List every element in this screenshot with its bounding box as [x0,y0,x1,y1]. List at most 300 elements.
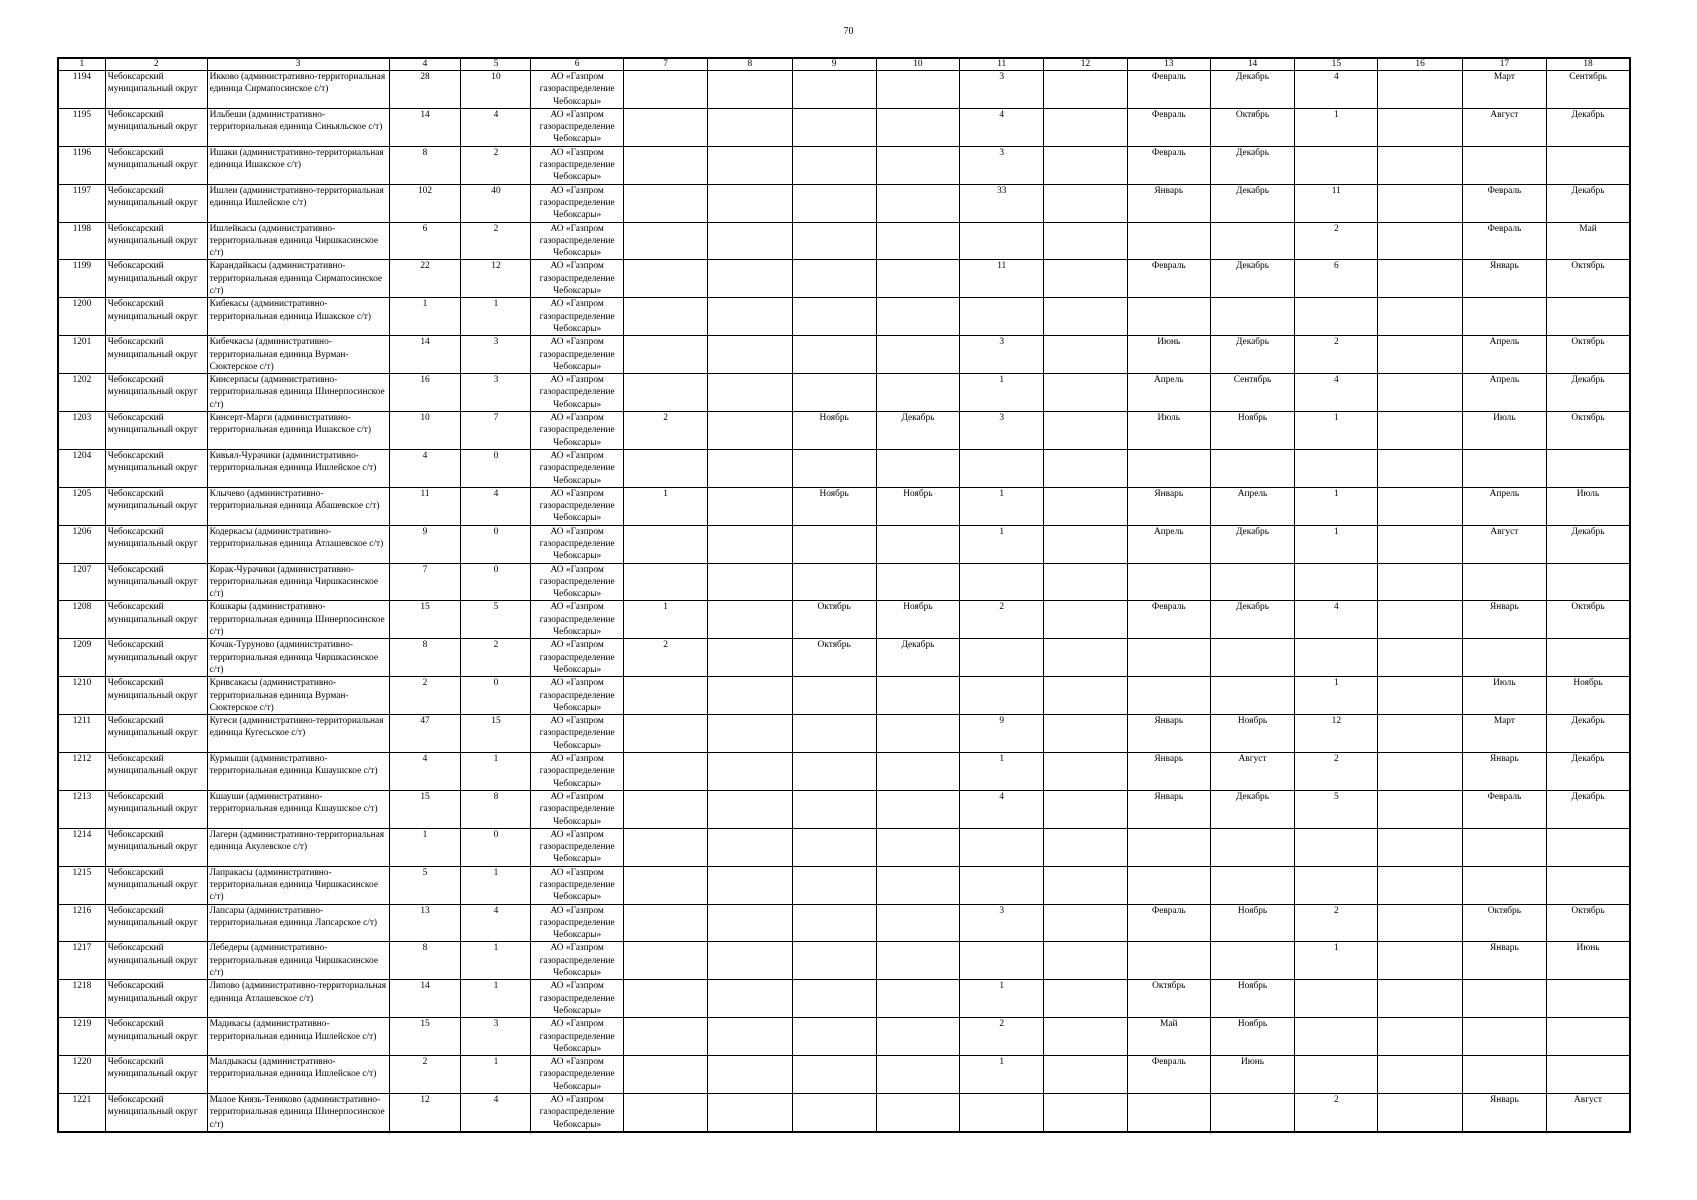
cell-col-14: Декабрь [1210,601,1294,639]
cell-col-18: Декабрь [1547,715,1630,753]
cell-count-col-4: 1 [389,298,461,336]
cell-col-9 [792,677,876,715]
cell-col-7 [623,1018,707,1056]
cell-count-col-4: 10 [389,412,461,450]
cell-municipality: Чебоксарский муниципальный округ [105,525,207,563]
cell-col-17: Март [1462,715,1546,753]
cell-col-9: Ноябрь [792,412,876,450]
cell-col-13 [1127,298,1210,336]
cell-col-17: Январь [1462,601,1546,639]
column-header-4: 4 [389,58,461,71]
cell-col-16 [1378,1056,1462,1094]
cell-col-9 [792,790,876,828]
cell-count-col-5: 2 [461,639,531,677]
cell-col-17 [1462,146,1546,184]
cell-col-15: 4 [1295,601,1378,639]
cell-col-11: 9 [960,715,1044,753]
cell-col-8 [708,146,792,184]
cell-count-col-4: 16 [389,374,461,412]
cell-col-15: 1 [1295,108,1378,146]
cell-col-18: Июль [1547,487,1630,525]
cell-count-col-4: 4 [389,753,461,791]
cell-col-12 [1044,904,1127,942]
cell-municipality: Чебоксарский муниципальный округ [105,601,207,639]
cell-col-18: Октябрь [1547,260,1630,298]
cell-count-col-4: 5 [389,866,461,904]
cell-row-number: 1200 [58,298,105,336]
cell-count-col-4: 15 [389,1018,461,1056]
cell-col-8 [708,980,792,1018]
cell-col-12 [1044,412,1127,450]
cell-col-7 [623,866,707,904]
table-row [58,374,1630,412]
cell-col-11: 1 [960,374,1044,412]
cell-col-18: Октябрь [1547,904,1630,942]
cell-col-12 [1044,487,1127,525]
cell-col-16 [1378,525,1462,563]
cell-col-14: Август [1210,753,1294,791]
cell-col-10: Ноябрь [876,487,959,525]
cell-count-col-5: 7 [461,412,531,450]
cell-organization: АО «Газпром газораспределение Чебоксары» [531,71,624,109]
cell-count-col-4: 47 [389,715,461,753]
column-header-9: 9 [792,58,876,71]
cell-col-7: 1 [623,487,707,525]
cell-settlement: Кшауши (административно-территориальная единица Кшаушское с/т) [207,790,389,828]
cell-settlement: Лапракасы (административно-территориальная единица Чиршкасинское с/т) [207,866,389,904]
cell-col-7 [623,374,707,412]
cell-col-9 [792,1094,876,1132]
cell-col-18: Декабрь [1547,184,1630,222]
cell-col-11 [960,1094,1044,1132]
table-row [58,412,1630,450]
cell-col-15: 2 [1295,1094,1378,1132]
cell-col-9 [792,828,876,866]
cell-col-11 [960,942,1044,980]
cell-count-col-5: 0 [461,525,531,563]
cell-col-8 [708,184,792,222]
cell-col-17 [1462,563,1546,601]
cell-col-14 [1210,563,1294,601]
cell-col-9: Октябрь [792,601,876,639]
cell-settlement: Кошкары (административно-территориальная единица Шинерпосинское с/т) [207,601,389,639]
cell-municipality: Чебоксарский муниципальный округ [105,108,207,146]
cell-col-8 [708,753,792,791]
cell-col-11: 1 [960,487,1044,525]
cell-col-14: Июнь [1210,1056,1294,1094]
cell-col-17 [1462,298,1546,336]
cell-col-10 [876,298,959,336]
cell-col-11: 4 [960,790,1044,828]
cell-col-11 [960,563,1044,601]
cell-col-9 [792,374,876,412]
cell-col-11 [960,639,1044,677]
cell-col-7 [623,298,707,336]
cell-municipality: Чебоксарский муниципальный округ [105,677,207,715]
cell-col-18: Декабрь [1547,525,1630,563]
cell-col-16 [1378,1018,1462,1056]
table-row [58,790,1630,828]
cell-col-8 [708,866,792,904]
cell-col-13: Февраль [1127,146,1210,184]
cell-col-16 [1378,942,1462,980]
cell-count-col-4: 15 [389,790,461,828]
cell-col-18: Октябрь [1547,601,1630,639]
cell-row-number: 1211 [58,715,105,753]
cell-count-col-5: 1 [461,1056,531,1094]
cell-col-11 [960,222,1044,260]
cell-count-col-5: 15 [461,715,531,753]
cell-col-8 [708,942,792,980]
cell-municipality: Чебоксарский муниципальный округ [105,1094,207,1132]
cell-col-16 [1378,146,1462,184]
cell-col-10 [876,71,959,109]
cell-col-9 [792,449,876,487]
cell-col-16 [1378,639,1462,677]
cell-col-11 [960,828,1044,866]
cell-settlement: Лапсары (административно-территориальная единица Лапсарское с/т) [207,904,389,942]
cell-row-number: 1206 [58,525,105,563]
cell-col-16 [1378,753,1462,791]
cell-col-13 [1127,866,1210,904]
cell-col-15 [1295,146,1378,184]
table-row [58,449,1630,487]
cell-row-number: 1221 [58,1094,105,1132]
cell-col-7: 2 [623,639,707,677]
cell-col-14: Октябрь [1210,108,1294,146]
cell-col-15: 4 [1295,71,1378,109]
cell-col-13 [1127,222,1210,260]
cell-organization: АО «Газпром газораспределение Чебоксары» [531,184,624,222]
cell-row-number: 1204 [58,449,105,487]
cell-col-9 [792,146,876,184]
cell-count-col-4: 9 [389,525,461,563]
cell-col-17: Июль [1462,412,1546,450]
cell-col-8 [708,601,792,639]
cell-col-8 [708,449,792,487]
cell-row-number: 1214 [58,828,105,866]
cell-row-number: 1218 [58,980,105,1018]
cell-row-number: 1195 [58,108,105,146]
cell-municipality: Чебоксарский муниципальный округ [105,374,207,412]
cell-col-13: Январь [1127,184,1210,222]
cell-col-10 [876,942,959,980]
cell-col-10 [876,525,959,563]
column-header-2: 2 [105,58,207,71]
cell-municipality: Чебоксарский муниципальный округ [105,753,207,791]
cell-count-col-4: 15 [389,601,461,639]
cell-col-18: Октябрь [1547,336,1630,374]
cell-count-col-4: 4 [389,449,461,487]
cell-organization: АО «Газпром газораспределение Чебоксары» [531,980,624,1018]
cell-col-9 [792,1056,876,1094]
cell-col-12 [1044,449,1127,487]
column-header-13: 13 [1127,58,1210,71]
table-row [58,1094,1630,1132]
cell-col-16 [1378,904,1462,942]
cell-row-number: 1197 [58,184,105,222]
cell-col-17: Август [1462,108,1546,146]
cell-col-10 [876,828,959,866]
cell-col-16 [1378,184,1462,222]
cell-col-18 [1547,449,1630,487]
column-header-17: 17 [1462,58,1546,71]
cell-row-number: 1213 [58,790,105,828]
cell-col-15 [1295,449,1378,487]
cell-organization: АО «Газпром газораспределение Чебоксары» [531,298,624,336]
cell-count-col-5: 3 [461,1018,531,1056]
cell-row-number: 1219 [58,1018,105,1056]
cell-col-14 [1210,449,1294,487]
cell-col-8 [708,487,792,525]
table-row [58,71,1630,109]
cell-organization: АО «Газпром газораспределение Чебоксары» [531,866,624,904]
cell-count-col-4: 11 [389,487,461,525]
cell-col-8 [708,298,792,336]
cell-settlement: Карандайкасы (административно-территориальная единица Сирмапосинское с/т) [207,260,389,298]
table-row [58,904,1630,942]
cell-col-17: Апрель [1462,336,1546,374]
cell-municipality: Чебоксарский муниципальный округ [105,71,207,109]
cell-organization: АО «Газпром газораспределение Чебоксары» [531,790,624,828]
cell-col-10 [876,374,959,412]
cell-row-number: 1208 [58,601,105,639]
cell-col-10 [876,904,959,942]
cell-organization: АО «Газпром газораспределение Чебоксары» [531,222,624,260]
cell-organization: АО «Газпром газораспределение Чебоксары» [531,1094,624,1132]
column-header-6: 6 [531,58,624,71]
cell-col-12 [1044,298,1127,336]
cell-col-13: Февраль [1127,260,1210,298]
cell-col-14 [1210,222,1294,260]
cell-col-9 [792,942,876,980]
cell-col-12 [1044,942,1127,980]
cell-col-10 [876,866,959,904]
cell-col-8 [708,1018,792,1056]
cell-row-number: 1212 [58,753,105,791]
cell-col-10: Ноябрь [876,601,959,639]
cell-count-col-4: 8 [389,942,461,980]
cell-col-11 [960,677,1044,715]
cell-col-9 [792,563,876,601]
cell-organization: АО «Газпром газораспределение Чебоксары» [531,942,624,980]
cell-col-9 [792,108,876,146]
cell-col-12 [1044,715,1127,753]
cell-col-9 [792,222,876,260]
table-row [58,866,1630,904]
cell-municipality: Чебоксарский муниципальный округ [105,942,207,980]
cell-municipality: Чебоксарский муниципальный округ [105,980,207,1018]
cell-col-18: Май [1547,222,1630,260]
cell-settlement: Кибекасы (административно-территориальная единица Ишакское с/т) [207,298,389,336]
cell-organization: АО «Газпром газораспределение Чебоксары» [531,108,624,146]
cell-col-7: 1 [623,601,707,639]
cell-count-col-5: 4 [461,1094,531,1132]
cell-col-12 [1044,336,1127,374]
page-number: 70 [843,26,854,37]
table-row [58,715,1630,753]
cell-col-8 [708,790,792,828]
cell-col-16 [1378,828,1462,866]
cell-col-17 [1462,1056,1546,1094]
cell-col-8 [708,904,792,942]
cell-col-8 [708,639,792,677]
cell-col-13: Апрель [1127,525,1210,563]
cell-count-col-5: 8 [461,790,531,828]
cell-organization: АО «Газпром газораспределение Чебоксары» [531,374,624,412]
cell-col-14: Ноябрь [1210,980,1294,1018]
cell-row-number: 1194 [58,71,105,109]
cell-col-10 [876,1018,959,1056]
cell-col-16 [1378,601,1462,639]
cell-col-10 [876,184,959,222]
cell-col-18: Сентябрь [1547,71,1630,109]
cell-count-col-4: 8 [389,146,461,184]
cell-col-14 [1210,677,1294,715]
cell-organization: АО «Газпром газораспределение Чебоксары» [531,677,624,715]
cell-col-9 [792,1018,876,1056]
cell-organization: АО «Газпром газораспределение Чебоксары» [531,715,624,753]
cell-col-10: Декабрь [876,639,959,677]
column-header-5: 5 [461,58,531,71]
cell-col-14 [1210,866,1294,904]
cell-col-18: Декабрь [1547,790,1630,828]
cell-col-12 [1044,108,1127,146]
cell-col-10 [876,753,959,791]
cell-col-16 [1378,866,1462,904]
cell-row-number: 1210 [58,677,105,715]
cell-col-9 [792,753,876,791]
cell-col-8 [708,374,792,412]
cell-col-8 [708,677,792,715]
cell-col-17: Январь [1462,942,1546,980]
cell-col-13: Февраль [1127,108,1210,146]
cell-col-13: Февраль [1127,904,1210,942]
cell-municipality: Чебоксарский муниципальный округ [105,866,207,904]
cell-col-9 [792,71,876,109]
cell-count-col-5: 0 [461,563,531,601]
cell-col-8 [708,563,792,601]
cell-settlement: Ишлейкасы (административно-территориальная единица Чиршкасинское с/т) [207,222,389,260]
cell-organization: АО «Газпром газораспределение Чебоксары» [531,1018,624,1056]
cell-count-col-5: 3 [461,336,531,374]
cell-col-7 [623,980,707,1018]
cell-col-7 [623,828,707,866]
cell-col-9 [792,980,876,1018]
cell-col-11 [960,298,1044,336]
cell-col-18: Декабрь [1547,374,1630,412]
cell-col-11: 3 [960,71,1044,109]
cell-col-15 [1295,639,1378,677]
column-header-8: 8 [708,58,792,71]
cell-settlement: Кивьял-Чурачики (административно-территориальная единица Ишлейское с/т) [207,449,389,487]
cell-col-13 [1127,639,1210,677]
cell-col-11: 3 [960,146,1044,184]
cell-col-17: Февраль [1462,184,1546,222]
cell-col-16 [1378,563,1462,601]
cell-col-9: Октябрь [792,639,876,677]
cell-col-11: 3 [960,412,1044,450]
cell-col-13: Январь [1127,790,1210,828]
cell-col-12 [1044,828,1127,866]
cell-organization: АО «Газпром газораспределение Чебоксары» [531,639,624,677]
cell-col-11: 1 [960,525,1044,563]
cell-col-11: 2 [960,1018,1044,1056]
cell-count-col-4: 14 [389,336,461,374]
cell-municipality: Чебоксарский муниципальный округ [105,412,207,450]
cell-col-7 [623,71,707,109]
cell-municipality: Чебоксарский муниципальный округ [105,715,207,753]
cell-col-12 [1044,1094,1127,1132]
cell-col-13 [1127,828,1210,866]
cell-count-col-5: 4 [461,108,531,146]
cell-settlement: Ишлеи (административно-территориальная единица Ишлейское с/т) [207,184,389,222]
cell-col-17: Март [1462,71,1546,109]
cell-row-number: 1202 [58,374,105,412]
cell-col-16 [1378,374,1462,412]
cell-col-10 [876,1094,959,1132]
cell-row-number: 1209 [58,639,105,677]
cell-count-col-4: 102 [389,184,461,222]
cell-col-12 [1044,184,1127,222]
cell-col-9 [792,336,876,374]
cell-col-13: Февраль [1127,601,1210,639]
cell-municipality: Чебоксарский муниципальный округ [105,260,207,298]
cell-row-number: 1217 [58,942,105,980]
cell-count-col-4: 6 [389,222,461,260]
cell-col-14 [1210,828,1294,866]
table-row [58,1056,1630,1094]
cell-col-18 [1547,563,1630,601]
cell-municipality: Чебоксарский муниципальный округ [105,298,207,336]
cell-col-15: 4 [1295,374,1378,412]
table-row [58,146,1630,184]
table-row [58,1018,1630,1056]
cell-col-17 [1462,449,1546,487]
cell-settlement: Кугеси (административно-территориальная единица Кугесьское с/т) [207,715,389,753]
cell-col-10 [876,790,959,828]
cell-col-16 [1378,260,1462,298]
cell-settlement: Малдыкасы (административно-территориальная единица Ишлейское с/т) [207,1056,389,1094]
cell-col-8 [708,260,792,298]
cell-col-18 [1547,866,1630,904]
cell-municipality: Чебоксарский муниципальный округ [105,487,207,525]
cell-col-7 [623,336,707,374]
cell-col-16 [1378,222,1462,260]
cell-col-11: 3 [960,336,1044,374]
cell-count-col-5: 1 [461,753,531,791]
cell-count-col-5: 4 [461,904,531,942]
cell-col-7 [623,563,707,601]
cell-col-15 [1295,563,1378,601]
table-row [58,525,1630,563]
cell-municipality: Чебоксарский муниципальный округ [105,790,207,828]
table-row [58,487,1630,525]
cell-col-15 [1295,980,1378,1018]
cell-col-9 [792,184,876,222]
cell-col-8 [708,1094,792,1132]
cell-col-11 [960,866,1044,904]
cell-col-13: Июнь [1127,336,1210,374]
table-row [58,184,1630,222]
cell-col-16 [1378,71,1462,109]
cell-col-15 [1295,1018,1378,1056]
cell-col-16 [1378,449,1462,487]
cell-col-11: 33 [960,184,1044,222]
cell-row-number: 1205 [58,487,105,525]
column-header-7: 7 [623,58,707,71]
cell-col-18 [1547,1018,1630,1056]
